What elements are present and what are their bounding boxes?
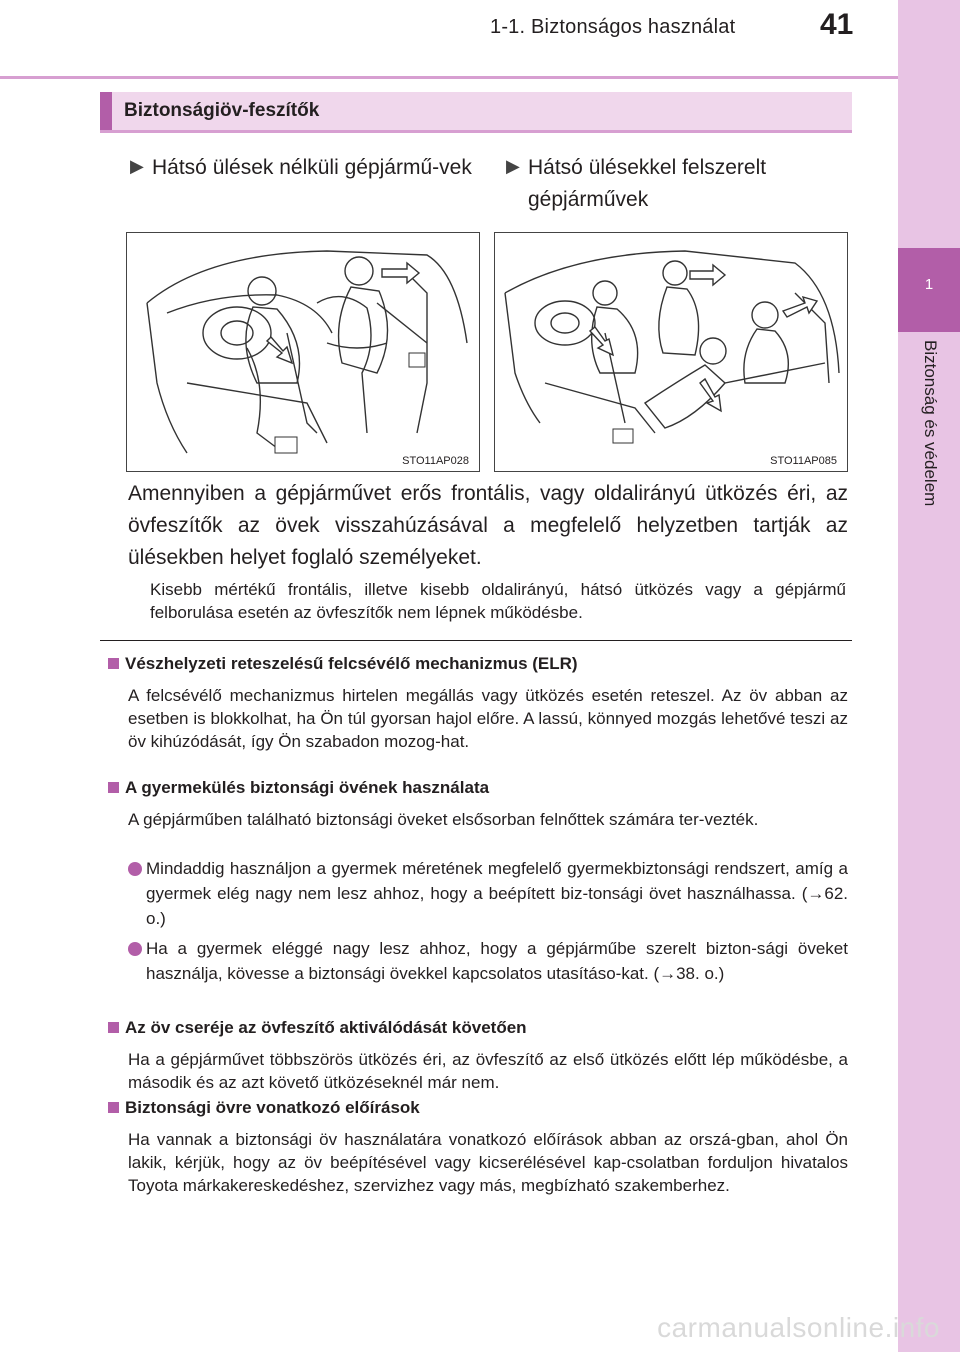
square-bullet-icon: [108, 1102, 119, 1113]
subsection-text: Ha vannak a biztonsági öv használatára vonatkozó előírások abban az orszá-gban, ahol Ön lakik, kérjük, hogy az öv beépítésével vagy kicserélésével kap-csolatban forduljon hivatalos Toyota márkakereskedéshez, szervizhez vagy más, megbízható szakemberhez.: [128, 1130, 848, 1195]
heading-marker: [100, 92, 112, 132]
bullet-item: Ha a gyermek eléggé nagy lesz ahhoz, hogy a gépjárműbe szerelt bizton-sági öveket használja, kövesse a biztonsági övekkel kapcsolatos utasításo-kat. (→38. o.): [146, 939, 848, 983]
square-bullet-icon: [108, 1022, 119, 1033]
section-heading: [100, 92, 852, 132]
subsection-text: Ha a gépjárművet többszörös ütközés éri, az övfeszítő az első ütközés előtt lép működésbe, a második és az azt követő ütközéseknél már nem.: [128, 1050, 848, 1092]
heading-underline: [100, 130, 852, 133]
chapter-title: Biztonság és védelem: [921, 340, 940, 507]
bullet-item: Mindaddig használjon a gyermek méretének megfelelő gyermekbiztonsági rendszert, amíg a gyermek elég nagy nem lesz ahhoz, hogy a beépített biz-tonsági övet használhassa. (→62. o.): [146, 859, 848, 928]
seatbelt-illustration-rear: [494, 232, 848, 472]
column-label-right: Hátsó ülésekkel felszerelt gépjárművek: [528, 156, 767, 211]
car-interior-drawing: [127, 233, 480, 472]
figure-code: STO11AP085: [770, 455, 837, 467]
watermark: carmanualsonline.info: [657, 1312, 940, 1343]
header-rule: [0, 76, 898, 79]
chapter-side-tab: [898, 0, 960, 1352]
subsection-heading: Vészhelyzeti reteszelésű felcsévélő mechanizmus (ELR): [108, 654, 578, 674]
chapter-number: 1: [924, 276, 934, 293]
heading-text: Biztonságiöv-feszítők: [124, 100, 320, 121]
intro-paragraph: Amennyiben a gépjárművet erős frontális, vagy oldalirányú ütközés éri, az övfeszítők az övek visszahúzásával a megfelelő helyzetben tartják az ülésekben helyet foglaló személyeket.: [128, 482, 848, 569]
note-paragraph: Kisebb mértékű frontális, illetve kisebb oldalirányú, hátsó ütközés vagy a gépjármű felborulása esetén az övfeszítők nem lépnek működésbe.: [150, 580, 846, 622]
subsection-text: A gépjárműben található biztonsági öveket elsősorban felnőttek számára ter-vezték.: [128, 810, 759, 829]
section-title: 1-1. Biztonságos használat: [490, 16, 736, 38]
seatbelt-illustration-front: [126, 232, 480, 472]
square-bullet-icon: [108, 658, 119, 669]
subsection-heading: A gyermekülés biztonsági övének használata: [108, 778, 489, 798]
divider: [100, 640, 852, 641]
triangle-bullet-icon: ▶: [130, 156, 144, 176]
subsection-heading: Biztonsági övre vonatkozó előírások: [108, 1098, 420, 1118]
subsection-heading: Az öv cseréje az övfeszítő aktiválódását követően: [108, 1018, 527, 1038]
square-bullet-icon: [108, 782, 119, 793]
page-number: 41: [820, 8, 854, 41]
subsection-text: A felcsévélő mechanizmus hirtelen megállás vagy ütközés esetén reteszel. Az öv abban az esetben is blokkolhat, ha Ön túl gyorsan hajol előre. A lassú, könnyed mozgás lehetővé teszi az öv kihúzódását, így Ön szabadon mozog-hat.: [128, 686, 848, 751]
triangle-bullet-icon: ▶: [506, 156, 520, 176]
column-label-left: Hátsó ülések nélküli gépjármű-vek: [152, 156, 472, 179]
car-interior-rear-drawing: [495, 233, 848, 472]
round-bullet-icon: [128, 942, 142, 956]
figure-code: STO11AP028: [402, 455, 469, 467]
round-bullet-icon: [128, 862, 142, 876]
